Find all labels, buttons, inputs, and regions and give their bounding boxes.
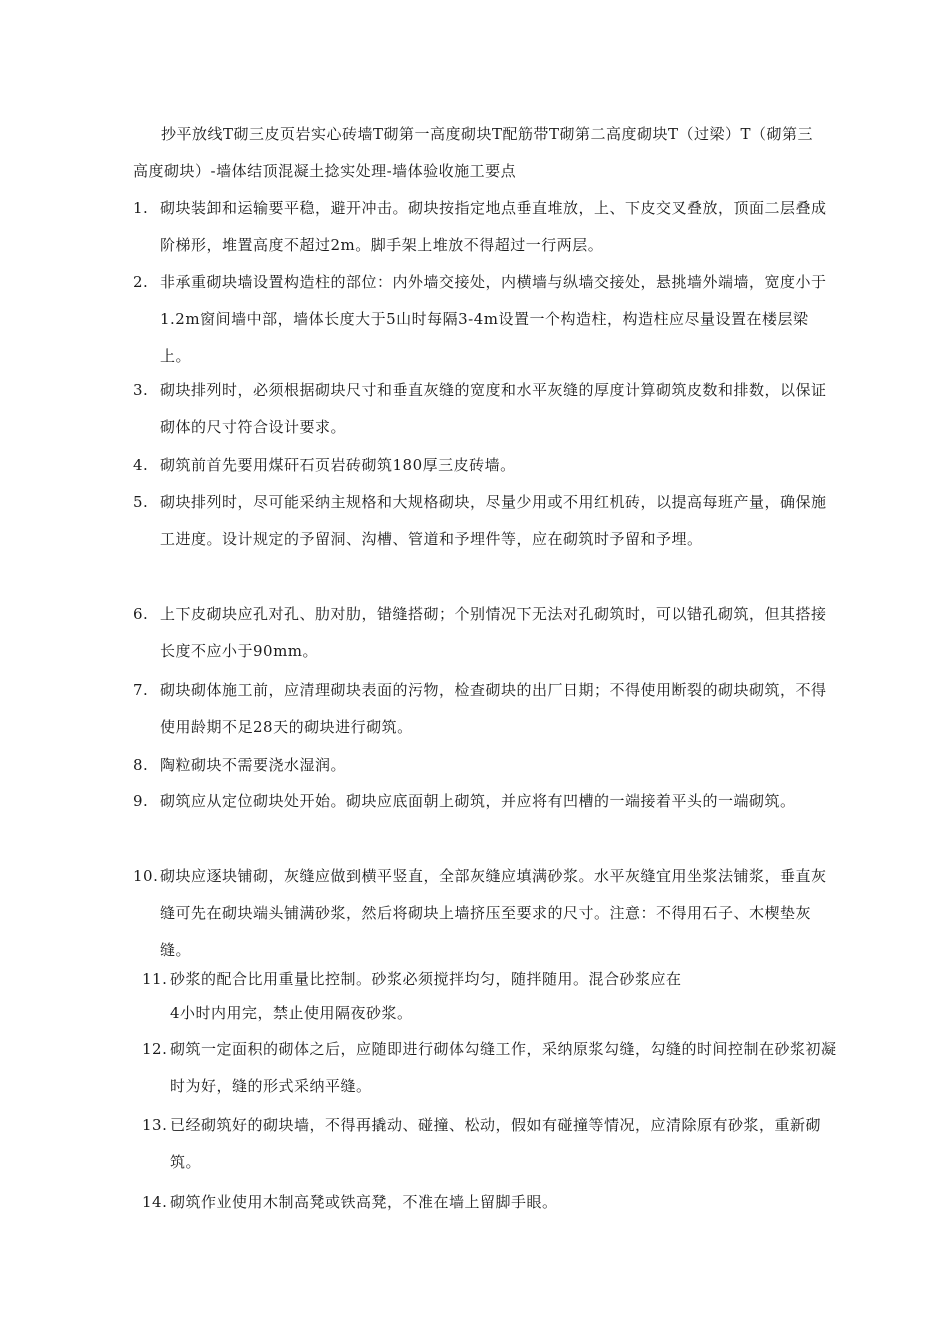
- item-text: 砌筑作业使用木制高凳或铁高凳，不准在墙上留脚手眼。: [170, 1193, 558, 1211]
- item-text: 砌筑应从定位砌块处开始。砌块应底面朝上砌筑，并应将有凹槽的一端接着平头的一端砌筑。: [160, 792, 796, 810]
- list-item: [133, 596, 828, 670]
- list-item: [133, 372, 828, 446]
- list-item: [133, 447, 828, 484]
- item-number: 12.: [142, 1040, 168, 1058]
- list-item: [133, 858, 828, 969]
- item-text: 非承重砌块墙设置构造柱的部位：内外墙交接处，内横墙与纵墙交接处，悬挑墙外端墙，宽度小于1.2m窗间墙中部，墙体长度大于5山时每隔3-4m设置一个构造柱，构造柱应尽量设置在楼层梁上。: [160, 273, 827, 365]
- item-number: 9.: [133, 792, 149, 810]
- list-item: [133, 672, 828, 746]
- item-number: 14.: [142, 1193, 168, 1211]
- item-text: 砌块排列时，必须根据砌块尺寸和垂直灰缝的宽度和水平灰缝的厚度计算砌筑皮数和排数，以保证砌体的尺寸符合设计要求。: [160, 381, 827, 436]
- item-number: 5.: [133, 493, 149, 511]
- list-item: [133, 783, 828, 820]
- intro-paragraph: 抄平放线T砌三皮页岩实心砖墙T砌第一高度砌块T配筋带T砌第二高度砌块T（过梁）T（砌第三高度砌块）-墙体结顶混凝土捻实处理-墙体验收施工要点: [133, 125, 814, 180]
- item-text: 砌筑前首先要用煤矸石页岩砖砌筑180厚三皮砖墙。: [160, 456, 516, 474]
- list-item: [142, 1184, 837, 1221]
- list-item: [133, 190, 828, 264]
- item-number: 3.: [133, 381, 149, 399]
- item-number: 2.: [133, 273, 149, 291]
- item-text: 已经砌筑好的砌块墙，不得再撬动、碰撞、松动，假如有碰撞等情况，应清除原有砂浆，重新砌筑。: [170, 1116, 822, 1171]
- list-item: [133, 264, 828, 375]
- list-item: [142, 962, 837, 1030]
- item-number: 13.: [142, 1116, 168, 1134]
- item-text: 砂浆的配合比用重量比控制。砂浆必须搅拌均匀，随拌随用。混合砂浆应在: [170, 970, 682, 988]
- item-number: 1.: [133, 199, 149, 217]
- item-text: 砌块排列时，尽可能采纳主规格和大规格砌块，尽量少用或不用红机砖，以提高每班产量，确保施工进度。设计规定的予留洞、沟槽、管道和予埋件等，应在砌筑时予留和予埋。: [160, 493, 827, 548]
- item-number: 6.: [133, 605, 149, 623]
- list-item: [133, 747, 828, 784]
- item-number: 7.: [133, 681, 149, 699]
- list-item: [142, 1031, 837, 1105]
- item-number: 8.: [133, 756, 149, 774]
- list-item: [133, 484, 828, 558]
- item-text: 砌筑一定面积的砌体之后，应随即进行砌体勾缝工作，采纳原浆勾缝，勾缝的时间控制在砂浆初凝时为好，缝的形式采纳平缝。: [170, 1040, 837, 1095]
- item-text-continued: 4小时内用完，禁止使用隔夜砂浆。: [170, 1004, 413, 1022]
- item-text: 砌块应逐块铺砌，灰缝应做到横平竖直，全部灰缝应填满砂浆。水平灰缝宜用坐浆法铺浆，垂直灰缝可先在砌块端头铺满砂浆，然后将砌块上墙挤压至要求的尺寸。注意：不得用石子、木楔垫灰缝。: [160, 867, 827, 959]
- item-number: 10.: [133, 867, 159, 885]
- item-number: 4.: [133, 456, 149, 474]
- item-text: 上下皮砌块应孔对孔、肋对肋，错缝搭砌；个别情况下无法对孔砌筑时，可以错孔砌筑，但其搭接长度不应小于90mm。: [160, 605, 827, 660]
- item-text: 陶粒砌块不需要浇水湿润。: [160, 756, 347, 774]
- list-item: [142, 1107, 837, 1181]
- item-number: 11.: [142, 970, 168, 988]
- item-text: 砌块装卸和运输要平稳，避开冲击。砌块按指定地点垂直堆放，上、下皮交叉叠放，顶面二层叠成阶梯形，堆置高度不超过2m。脚手架上堆放不得超过一行两层。: [160, 199, 827, 254]
- item-text: 砌块砌体施工前，应清理砌块表面的污物，检查砌块的出厂日期；不得使用断裂的砌块砌筑，不得使用龄期不足28天的砌块进行砌筑。: [160, 681, 827, 736]
